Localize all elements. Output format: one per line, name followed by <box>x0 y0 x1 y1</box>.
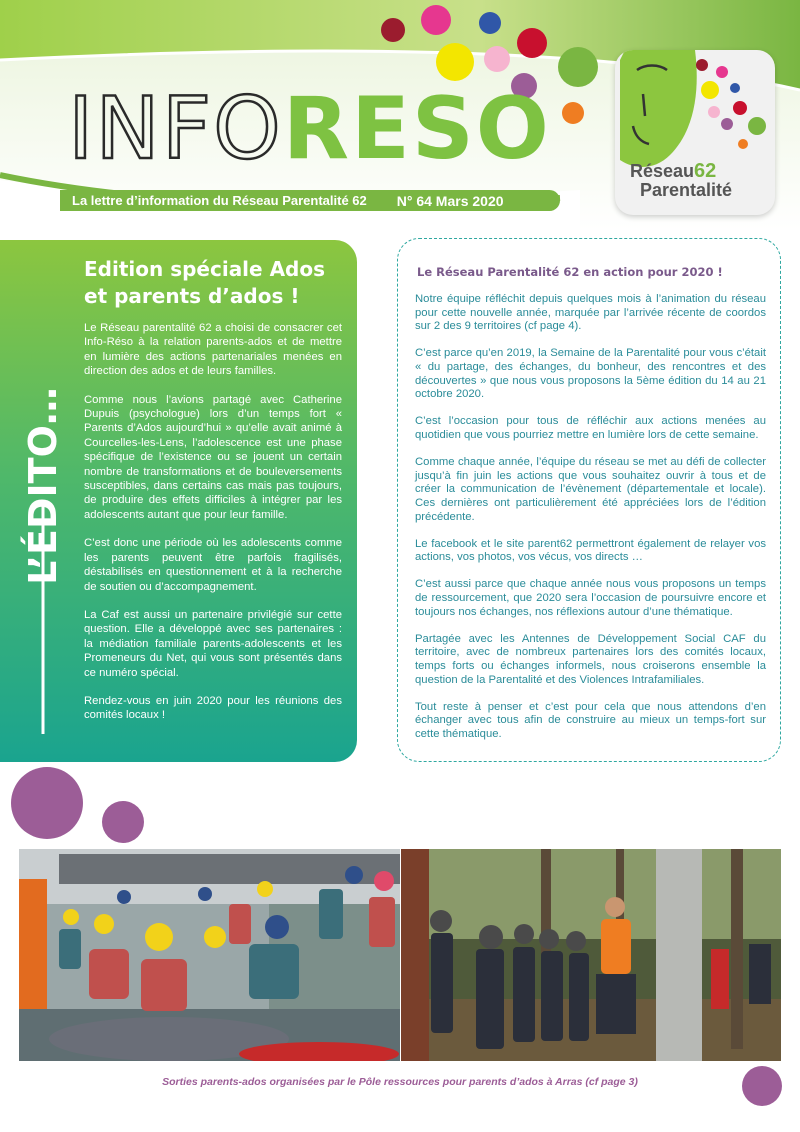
edito-title-line-1: Edition spéciale Ados <box>84 257 326 281</box>
action-paragraph: C’est parce qu’en 2019, la Semaine de la Parentalité pour vous c’était « du partage, des échanges, du bonheur, des rencontres et des découvertes » que nous vous proposons la 5ème édition du 14 au 21 octobre 2020. <box>415 347 766 401</box>
logo-number: 62 <box>694 160 717 182</box>
action-body <box>415 293 766 755</box>
edito-paragraph: Le Réseau parentalité 62 a choisi de consacrer cet Info-Réso à la relation parents-ados et de mettre en lumière des actions partenariales menées en direction des ados et de leurs familles. <box>84 322 342 378</box>
newsletter-subtitle: La lettre d’information du Réseau Parentalité 62 <box>72 193 367 208</box>
photo-caption: Sorties parents-ados organisées par le Pôle ressources pour parents d’ados à Arras (cf page 3) <box>162 1076 638 1088</box>
edito-title <box>84 256 344 310</box>
decorative-circle-small <box>102 801 144 843</box>
decorative-circle-large <box>11 767 83 839</box>
photo-rafting <box>19 849 400 1061</box>
action-paragraph: Notre équipe réfléchit depuis quelques mois à l’animation du réseau pour cette nouvelle année, marquée par l’arrivée récente de coordos sur 2 des 9 territoires (cf page 4). <box>415 293 766 333</box>
edito-paragraph: La Caf est aussi un partenaire privilégié sur cette question. Elle a développé avec ses partenaires : la médiation familiale parents-adolescents et les Promeneurs du Net, qui vous sont présentés dans ce numéro spécial. <box>84 608 342 679</box>
action-paragraph: C’est l’occasion pour tous de réfléchir aux actions menées au quotidien que vous pourriez mettre en lumière lors de cette semaine. <box>415 415 766 441</box>
action-paragraph: Le facebook et le site parent62 permettront également de relayer vos actions, vos photos, vos vécus, vos directs … <box>415 537 766 564</box>
issue-number: N° 64 Mars 2020 <box>396 192 504 209</box>
logo-line-2: Parentalité <box>640 180 733 200</box>
newsletter-logo <box>68 79 551 179</box>
edito-paragraph: C’est donc une période où les adolescents comme les parents peuvent être parfois fragilisés, déstabilisés en questionnement et à la recherche de soutien ou d’accompagnement. <box>84 537 342 593</box>
edito-body <box>84 321 342 737</box>
brand-info-text: INFO <box>68 79 283 179</box>
action-paragraph: Comme chaque année, l’équipe du réseau se met au défi de collecter jusqu’à fin juin les actions que vous souhaitez ouvrir à tous et de créer la communication de l’évènement (départementale et locale). Ces dernières ont particulièrement été appréciées lors de l’édition précédente. <box>415 456 766 523</box>
logo-reseau-text: Réseau <box>630 161 695 181</box>
photo-accrobranche <box>401 849 781 1061</box>
edito-vertical-text: L’ÉDITO… <box>21 387 65 585</box>
action-paragraph: Partagée avec les Antennes de Développement Social CAF du territoire, avec de nombreux partenaires lors des comités locaux, temps forts ou échanges informels, nous croiserons ensemble la question de la Parentalité et des Violences Intrafamiliales. <box>415 632 766 686</box>
subtitle-bar <box>60 190 560 211</box>
action-paragraph: Tout reste à penser et c’est pour cela que nous attendons d’en échanger avec tous afin de construire au mieux un temps-fort sur cette thématique. <box>415 700 766 740</box>
edito-paragraph: Rendez-vous en juin 2020 pour les réunions des comités locaux ! <box>84 694 342 722</box>
edito-paragraph: Comme nous l’avions partagé avec Catherine Dupuis (psychologue) lors d’un temps fort « Parents d’Ados aujourd’hui » qu’elle avait animé à Courcelles-les-Lens, l’adolescence est une phase spécifique de l’existence ou se jouent un certain nombre de transformations et de bouleversements susceptibles, dans certains cas mais pas toujours, de produire des effets difficiles à intégrer par les adolescents autant que pour leur famille. <box>84 393 342 521</box>
edito-vertical-label <box>14 256 66 736</box>
brand-reso-text: RESO <box>282 79 551 179</box>
edito-title-line-2: et parents d’ados ! <box>84 284 300 308</box>
action-title: Le Réseau Parentalité 62 en action pour 2020 ! <box>417 265 723 279</box>
action-paragraph: C’est aussi parce que chaque année nous vous proposons un temps de ressourcement, que 2020 sera l’occasion de poursuivre encore et toujours nos échanges, nos réflexions autour d’une thématique. <box>415 578 766 618</box>
